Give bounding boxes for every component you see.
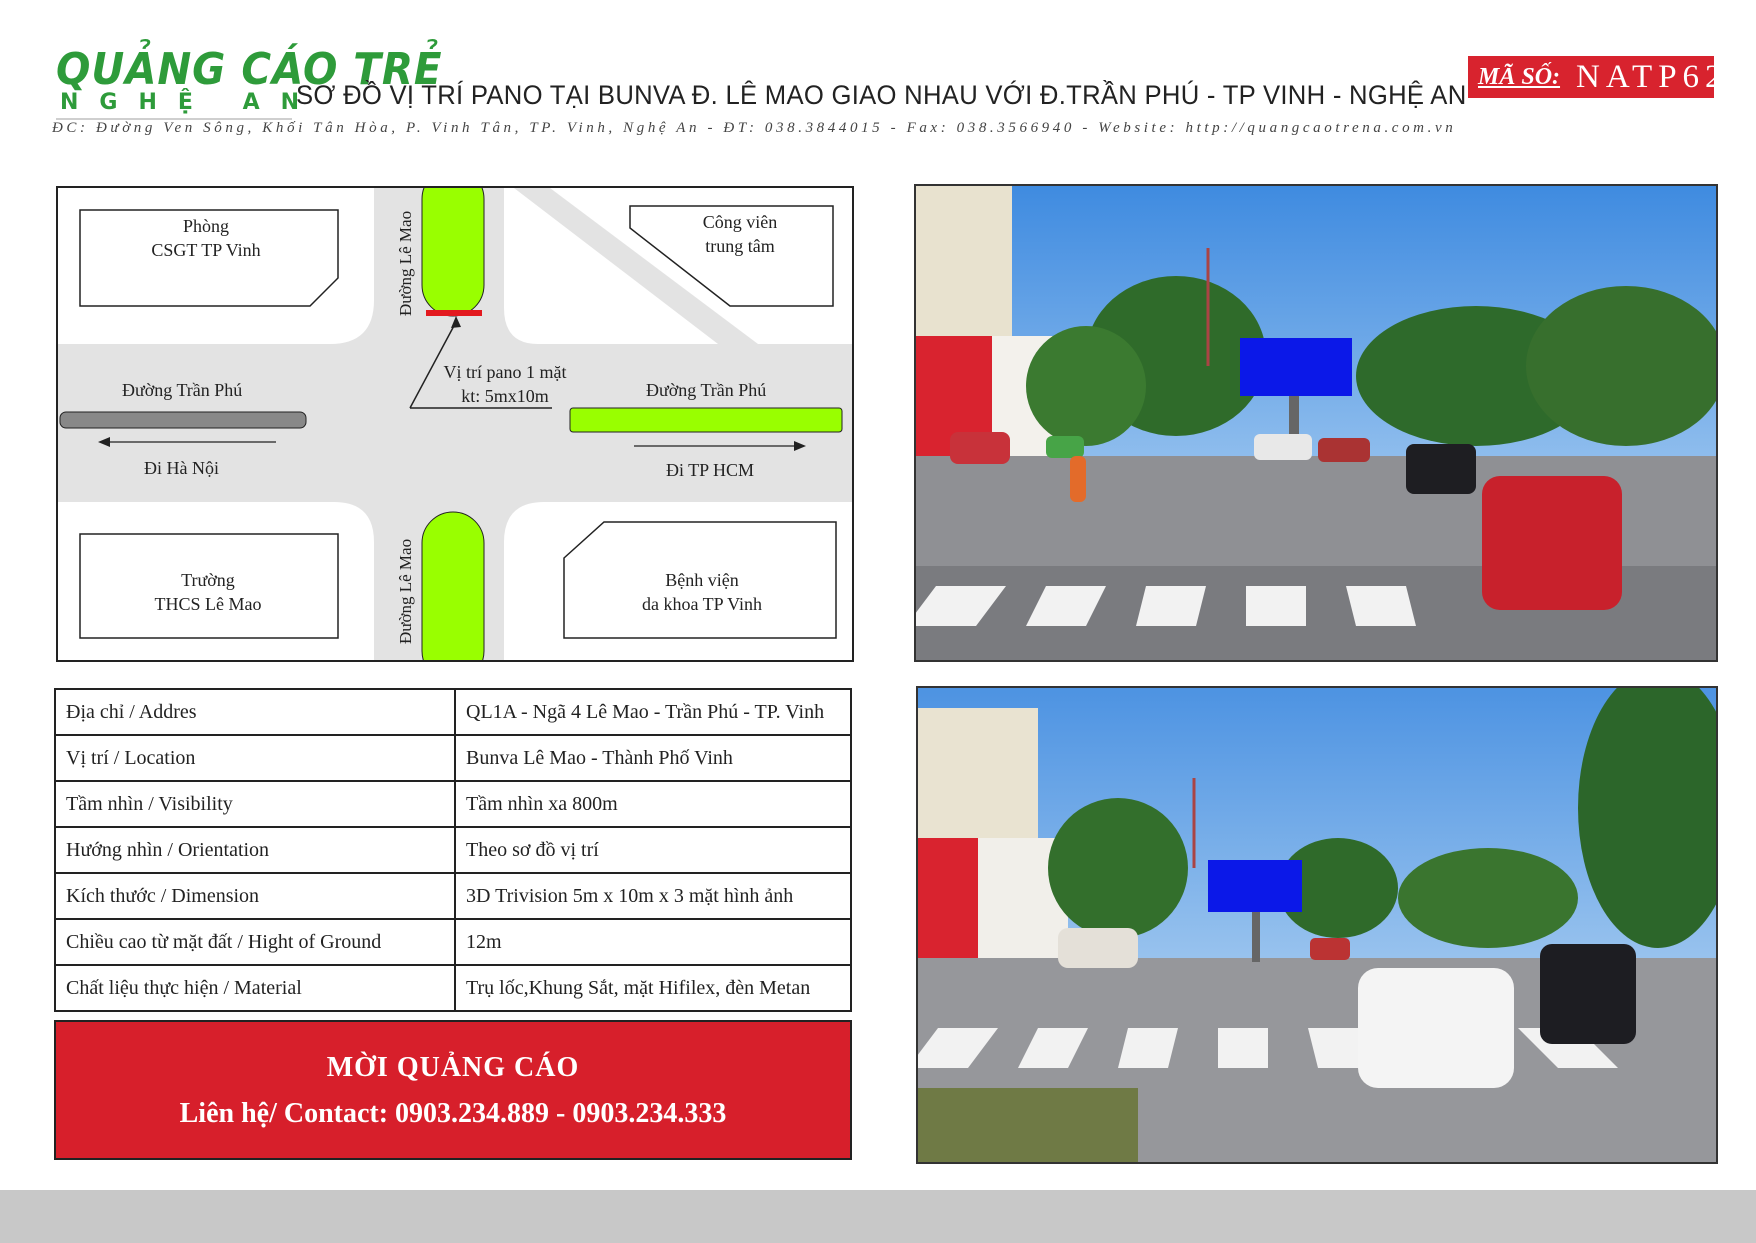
info-key: Chiều cao từ mặt đất / Hight of Ground bbox=[55, 919, 455, 965]
page-title: SƠ ĐỒ VỊ TRÍ PANO TẠI BUNVA Đ. LÊ MAO GIAO NHAU VỚI Đ.TRẦN PHÚ - TP VINH - NGHỆ AN bbox=[296, 80, 1467, 110]
info-row bbox=[55, 781, 851, 827]
lemao-strip-top bbox=[422, 188, 484, 316]
code-value: NATP62 bbox=[1576, 58, 1728, 95]
info-value: Theo sơ đồ vị trí bbox=[455, 827, 851, 873]
direction-label-right: Đi TP HCM bbox=[666, 460, 755, 480]
info-row bbox=[55, 965, 851, 1011]
road-label-lemao-bottom: Đường Lê Mao bbox=[396, 538, 415, 644]
pano-pointer-head bbox=[451, 316, 461, 328]
pano-marker bbox=[426, 310, 482, 316]
tranphu-strip-right bbox=[570, 408, 842, 432]
road-label-lemao-top: Đường Lê Mao bbox=[396, 210, 415, 316]
photo-2-scene bbox=[918, 688, 1716, 1162]
info-row bbox=[55, 873, 851, 919]
block-label-bottom-left: Trường THCS Lê Mao bbox=[154, 570, 262, 614]
direction-label-left: Đi Hà Nội bbox=[144, 458, 219, 478]
info-row bbox=[55, 919, 851, 965]
info-key: Hướng nhìn / Orientation bbox=[55, 827, 455, 873]
lemao-strip-bottom bbox=[422, 512, 484, 660]
site-photo-2 bbox=[916, 686, 1718, 1164]
info-value: 12m bbox=[455, 919, 851, 965]
footer-bar bbox=[0, 1190, 1756, 1243]
info-table bbox=[54, 688, 852, 1012]
site-photo-1 bbox=[914, 184, 1718, 662]
logo-line2: NGHỆ AN bbox=[60, 90, 321, 115]
road-label-tranphu-left: Đường Trần Phú bbox=[122, 380, 243, 400]
block-label-bottom-right: Bệnh viện da khoa TP Vinh bbox=[641, 570, 763, 614]
block-label-top-left: Phòng CSGT TP Vinh bbox=[151, 216, 261, 260]
info-key: Tầm nhìn / Visibility bbox=[55, 781, 455, 827]
info-row bbox=[55, 827, 851, 873]
location-map bbox=[56, 186, 854, 662]
info-row bbox=[55, 689, 851, 735]
tranphu-strip-left bbox=[60, 412, 306, 428]
info-value: Trụ lốc,Khung Sắt, mặt Hifilex, đèn Metan bbox=[455, 965, 851, 1011]
road-label-tranphu-right: Đường Trần Phú bbox=[646, 380, 767, 400]
arrow-left-icon bbox=[98, 437, 110, 447]
cta-heading: MỜI QUẢNG CÁO bbox=[326, 1052, 580, 1083]
info-value: Tầm nhìn xa 800m bbox=[455, 781, 851, 827]
billboard-blue-2 bbox=[1208, 860, 1302, 912]
code-badge bbox=[1468, 56, 1728, 98]
info-key: Chất liệu thực hiện / Material bbox=[55, 965, 455, 1011]
pano-label: Vị trí pano 1 mặt kt: 5mx10m bbox=[443, 362, 567, 406]
arrow-right-icon bbox=[794, 441, 806, 451]
info-key: Vị trí / Location bbox=[55, 735, 455, 781]
contact-banner bbox=[54, 1020, 852, 1160]
block-label-top-right: Công viên trung tâm bbox=[702, 212, 778, 256]
info-value: QL1A - Ngã 4 Lê Mao - Trần Phú - TP. Vinh bbox=[455, 689, 851, 735]
photo-1-scene bbox=[916, 186, 1716, 660]
cta-contact: Liên hệ/ Contact: 0903.234.889 - 0903.234.333 bbox=[179, 1098, 727, 1129]
info-key: Địa chỉ / Addres bbox=[55, 689, 455, 735]
billboard-blue-1 bbox=[1240, 338, 1352, 396]
info-value: 3D Trivision 5m x 10m x 3 mặt hình ảnh bbox=[455, 873, 851, 919]
info-row bbox=[55, 735, 851, 781]
logo-line1: QUẢNG CÁO TRẺ bbox=[56, 44, 443, 95]
code-label: MÃ SỐ: bbox=[1478, 63, 1561, 90]
info-value: Bunva Lê Mao - Thành Phố Vinh bbox=[455, 735, 851, 781]
company-address: ĐC: Đường Ven Sông, Khối Tân Hòa, P. Vinh Tân, TP. Vinh, Nghệ An - ĐT: 038.3844015 - Fax: 038.3566940 - Website: http://quangcaotrena.com.vn bbox=[52, 120, 1457, 136]
info-key: Kích thước / Dimension bbox=[55, 873, 455, 919]
